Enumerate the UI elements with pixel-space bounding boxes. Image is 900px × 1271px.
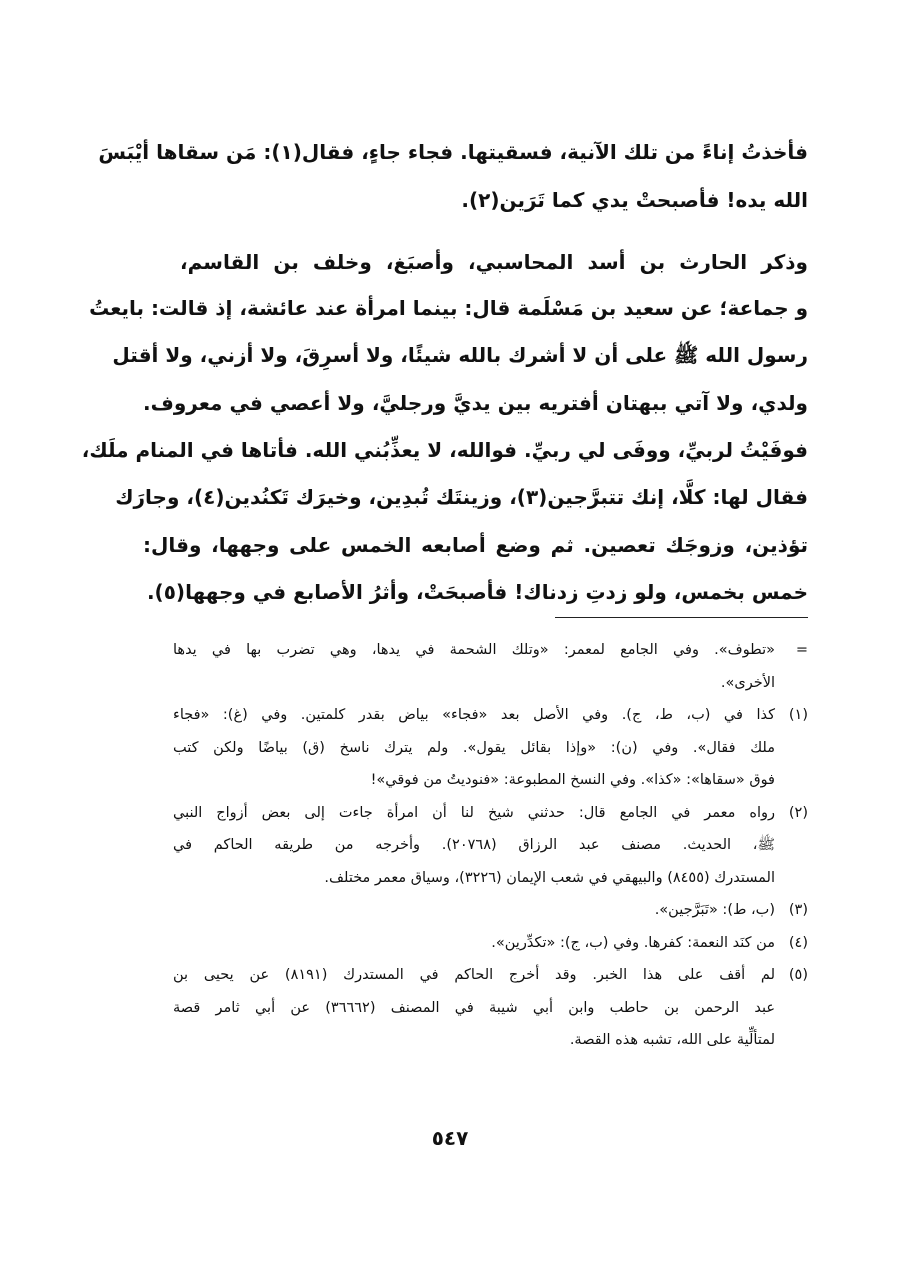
footnote-line: من كنَد النعمة: كفرها. وفي (ب، ج): «تكدِّرين».: [491, 934, 775, 951]
page-number: ٥٤٧: [431, 1126, 469, 1150]
main-text-line: وذكر الحارث بن أسد المحاسبي، وأصبَغ، وخلف بن القاسم،: [180, 250, 808, 274]
footnote-marker: =: [795, 642, 808, 658]
footnote-line: الأخرى».: [720, 674, 775, 691]
footnote-line: المستدرك (٨٤٥٥) والبيهقي في شعب الإيمان (٣٢٢٦)، وسياق معمر مختلف.: [324, 869, 775, 886]
footnote-marker: (١): [788, 707, 808, 723]
footnote-line: «تطوف». وفي الجامع لمعمر: «وتلك الشحمة في يدها، وهي تضرب بها في يدها: [173, 642, 775, 658]
footnote-marker: (٣): [788, 902, 808, 918]
main-text-line: فأخذتُ إناءً من تلك الآنية، فسقيتها. فجاء جاءٍ، فقال(١): مَن سقاها أيْبَسَ: [98, 140, 808, 164]
footnote-line: لمتألِّية على الله، تشبه هذه القصة.: [569, 1032, 775, 1048]
main-text-line: الله يده! فأصبحتْ يدي كما تَرَين(٢).: [461, 188, 808, 212]
footnote-separator: [555, 617, 808, 618]
footnote-line: كذا في (ب، ط، ج). وفي الأصل بعد «فجاء» بياض بقدر كلمتين. وفي (غ): «فجاء: [173, 707, 775, 723]
footnote-line: ملك فقال». وفي (ن): «وإذا بقائل يقول». ولم يترك ناسخ (ق) بياضًا ولكن كتب: [173, 739, 775, 756]
footnote-marker: (٤): [788, 934, 808, 951]
main-text-line: ولدي، ولا آتي ببهتان أفتريه بين يديَّ ورجليَّ، ولا أعصي في معروف.: [143, 391, 808, 415]
footnote-marker: (٢): [788, 804, 808, 821]
footnote-line: (ب، ط): «تَبَرَّجين».: [654, 902, 775, 918]
footnote-line: عبد الرحمن بن حاطب وابن أبي شيبة في المصنف (٣٦٦٦٢) عن أبي ثامر قصة: [173, 999, 775, 1016]
main-text-line: و جماعة؛ عن سعيد بن مَسْلَمة قال: بينما امرأة عند عائشة، إذ قالت: بايعتُ: [89, 296, 808, 320]
footnote-marker: (٥): [788, 967, 808, 983]
main-text-line: فقال لها: كلَّا، إنك تتبرَّجين(٣)، وزينتَك تُبدِين، وخيرَك تَكنُدين(٤)، وجارَك: [115, 485, 808, 509]
footnote-line: ﷺ، الحديث. مصنف عبد الرزاق (٢٠٧٦٨). وأخرجه من طريقه الحاكم في: [173, 837, 775, 853]
footnote-line: لم أقف على هذا الخبر. وقد أخرج الحاكم في المستدرك (٨١٩١) عن يحيى بن: [173, 967, 775, 983]
footnote-line: فوق «سقاها»: «كذا». وفي النسخ المطبوعة: «فنوديتُ من فوقي»!: [370, 772, 775, 788]
main-text-line: تؤذين، وزوجَك تعصين. ثم وضع أصابعه الخمس على وجهها، وقال:: [143, 533, 808, 557]
main-text-line: فوفَيْتُ لربيِّ، ووفَى لي ربيِّ. فوالله، لا يعذِّبُني الله. فأتاها في المنام ملَك،: [81, 438, 808, 462]
main-text-line: خمس بخمس، ولو زدتِ زدناك! فأصبحَتْ، وأثرُ الأصابع في وجهها(٥).: [146, 580, 808, 604]
main-text-line: رسول الله ﷺ على أن لا أشرك بالله شيئًا، ولا أسرِقَ، ولا أزني، ولا أقتل: [112, 343, 808, 367]
footnote-line: رواه معمر في الجامع قال: حدثني شيخ لنا أن امرأة جاءت إلى بعض أزواج النبي: [173, 804, 775, 821]
